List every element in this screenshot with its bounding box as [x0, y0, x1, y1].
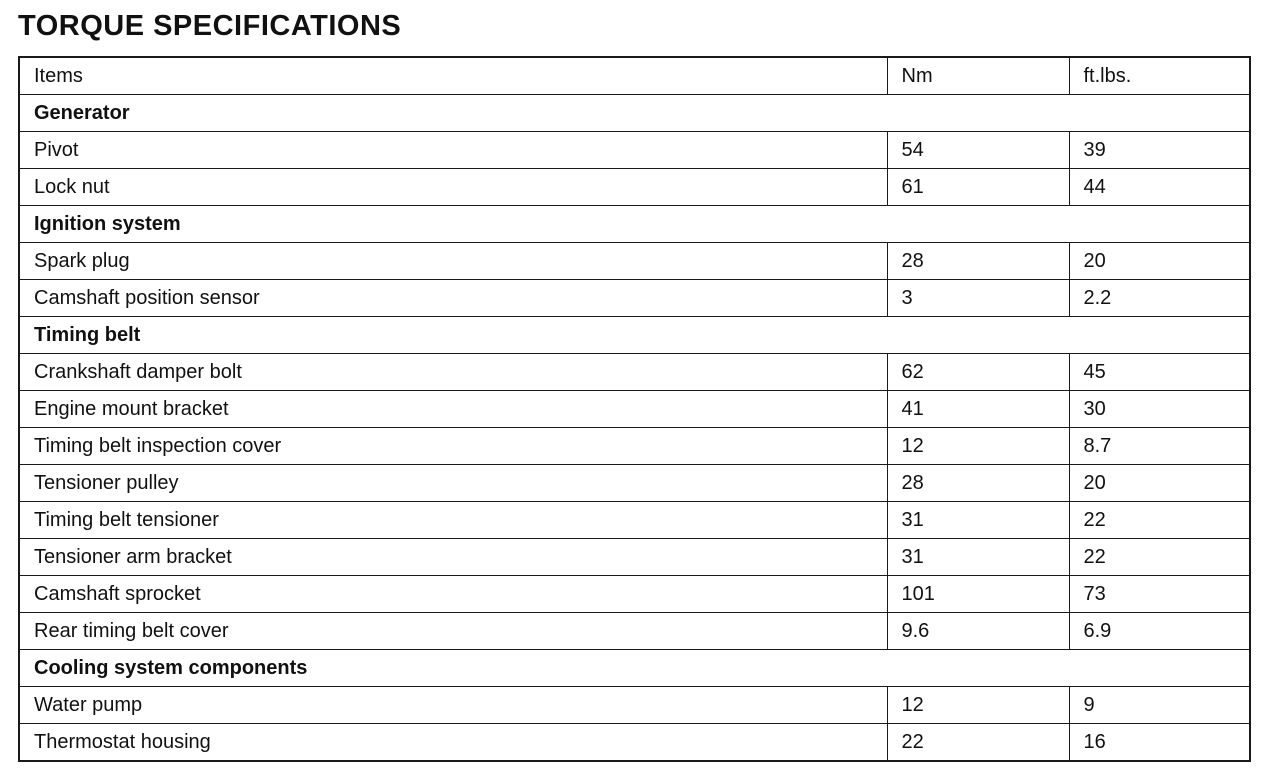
nm-value-cell: 101: [887, 576, 1069, 613]
section-row: [19, 650, 1250, 687]
section-heading: Timing belt: [19, 317, 1250, 354]
table-row: [19, 354, 1250, 391]
nm-value-cell: 54: [887, 132, 1069, 169]
item-name-cell: Timing belt tensioner: [19, 502, 887, 539]
table-row: [19, 687, 1250, 724]
table-header-row: [19, 57, 1250, 95]
nm-value-cell: 61: [887, 169, 1069, 206]
table-row: [19, 243, 1250, 280]
nm-value-cell: 28: [887, 465, 1069, 502]
section-heading: Generator: [19, 95, 1250, 132]
ftlbs-value-cell: 9: [1069, 687, 1250, 724]
item-name-cell: Engine mount bracket: [19, 391, 887, 428]
item-name-cell: Tensioner pulley: [19, 465, 887, 502]
item-name-cell: Rear timing belt cover: [19, 613, 887, 650]
column-header-ftlbs: ft.lbs.: [1069, 57, 1250, 95]
ftlbs-value-cell: 39: [1069, 132, 1250, 169]
table-row: [19, 428, 1250, 465]
item-name-cell: Crankshaft damper bolt: [19, 354, 887, 391]
nm-value-cell: 3: [887, 280, 1069, 317]
nm-value-cell: 12: [887, 428, 1069, 465]
section-row: [19, 206, 1250, 243]
ftlbs-value-cell: 22: [1069, 539, 1250, 576]
table-row: [19, 280, 1250, 317]
item-name-cell: Camshaft sprocket: [19, 576, 887, 613]
nm-value-cell: 31: [887, 539, 1069, 576]
ftlbs-value-cell: 44: [1069, 169, 1250, 206]
table-row: [19, 169, 1250, 206]
table-row: [19, 502, 1250, 539]
ftlbs-value-cell: 22: [1069, 502, 1250, 539]
item-name-cell: Water pump: [19, 687, 887, 724]
section-row: [19, 317, 1250, 354]
item-name-cell: Spark plug: [19, 243, 887, 280]
nm-value-cell: 12: [887, 687, 1069, 724]
table-row: [19, 613, 1250, 650]
table-row: [19, 539, 1250, 576]
ftlbs-value-cell: 6.9: [1069, 613, 1250, 650]
nm-value-cell: 9.6: [887, 613, 1069, 650]
nm-value-cell: 22: [887, 724, 1069, 762]
item-name-cell: Thermostat housing: [19, 724, 887, 762]
column-header-items: Items: [19, 57, 887, 95]
section-row: [19, 95, 1250, 132]
torque-spec-table: [18, 56, 1251, 762]
table-body: [19, 95, 1250, 762]
item-name-cell: Lock nut: [19, 169, 887, 206]
section-heading: Ignition system: [19, 206, 1250, 243]
item-name-cell: Camshaft position sensor: [19, 280, 887, 317]
nm-value-cell: 31: [887, 502, 1069, 539]
ftlbs-value-cell: 2.2: [1069, 280, 1250, 317]
ftlbs-value-cell: 45: [1069, 354, 1250, 391]
ftlbs-value-cell: 8.7: [1069, 428, 1250, 465]
ftlbs-value-cell: 16: [1069, 724, 1250, 762]
item-name-cell: Tensioner arm bracket: [19, 539, 887, 576]
table-row: [19, 465, 1250, 502]
table-row: [19, 391, 1250, 428]
ftlbs-value-cell: 20: [1069, 243, 1250, 280]
nm-value-cell: 62: [887, 354, 1069, 391]
item-name-cell: Timing belt inspection cover: [19, 428, 887, 465]
table-row: [19, 724, 1250, 762]
table-row: [19, 576, 1250, 613]
page-title: TORQUE SPECIFICATIONS: [18, 10, 402, 42]
ftlbs-value-cell: 20: [1069, 465, 1250, 502]
item-name-cell: Pivot: [19, 132, 887, 169]
ftlbs-value-cell: 73: [1069, 576, 1250, 613]
nm-value-cell: 28: [887, 243, 1069, 280]
table-row: [19, 132, 1250, 169]
nm-value-cell: 41: [887, 391, 1069, 428]
ftlbs-value-cell: 30: [1069, 391, 1250, 428]
column-header-nm: Nm: [887, 57, 1069, 95]
section-heading: Cooling system components: [19, 650, 1250, 687]
